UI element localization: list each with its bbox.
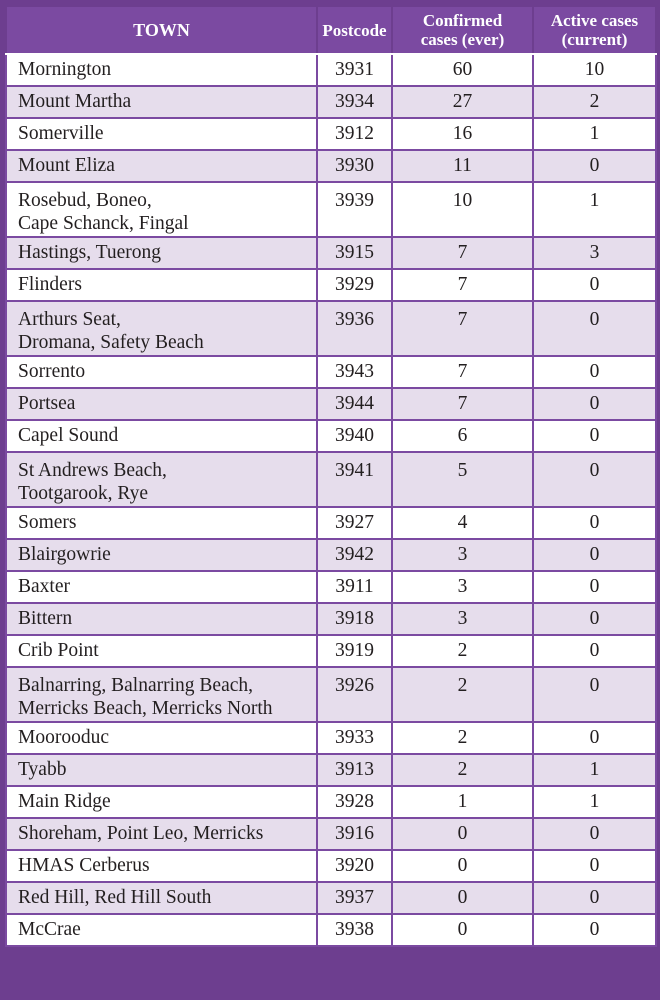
table-row [6,667,656,722]
town-cell [6,539,317,571]
town-cell [6,722,317,754]
town-name: Balnarring, Balnarring Beach, [18,675,253,696]
confirmed-cell: 60 [392,54,533,86]
town-name: Sorrento [18,361,86,382]
town-name: Bittern [18,608,73,629]
confirmed-cell: 3 [392,603,533,635]
postcode-cell: 3941 [317,452,392,507]
postcode-cell: 3912 [317,118,392,150]
table-row [6,150,656,182]
postcode-cell: 3926 [317,667,392,722]
confirmed-cell: 10 [392,182,533,237]
town-cell [6,914,317,946]
town-cell [6,118,317,150]
table-row [6,603,656,635]
confirmed-cell: 7 [392,356,533,388]
table-row [6,571,656,603]
town-name: Rosebud, Boneo, [18,190,152,211]
active-cell: 0 [533,507,656,539]
town-name: Arthurs Seat, [18,309,121,330]
confirmed-cell: 7 [392,301,533,356]
active-cell: 0 [533,850,656,882]
town-cell [6,237,317,269]
active-cell: 0 [533,571,656,603]
active-cell: 0 [533,150,656,182]
postcode-cell: 3918 [317,603,392,635]
table-row [6,420,656,452]
active-cell: 0 [533,539,656,571]
town-cell [6,388,317,420]
town-name: HMAS Cerberus [18,855,150,876]
town-name: Moorooduc [18,727,109,748]
town-cell [6,356,317,388]
postcode-cell: 3930 [317,150,392,182]
town-name-line2: Dromana, Safety Beach [18,332,204,353]
confirmed-cell: 3 [392,539,533,571]
town-name: Somerville [18,123,104,144]
confirmed-cell: 3 [392,571,533,603]
table-row [6,786,656,818]
town-name: Flinders [18,274,82,295]
active-cell: 0 [533,356,656,388]
confirmed-cell: 7 [392,269,533,301]
postcode-cell: 3919 [317,635,392,667]
confirmed-cell: 6 [392,420,533,452]
town-cell [6,786,317,818]
town-name-line2: Merricks Beach, Merricks North [18,698,273,719]
town-cell [6,269,317,301]
table-row [6,54,656,86]
cases-table [5,5,657,947]
table-row [6,452,656,507]
confirmed-cell: 0 [392,850,533,882]
postcode-cell: 3934 [317,86,392,118]
header-confirmed: Confirmed cases (ever) [392,6,533,54]
postcode-cell: 3936 [317,301,392,356]
confirmed-cell: 5 [392,452,533,507]
table-row [6,914,656,946]
town-cell [6,150,317,182]
town-name: Somers [18,512,77,533]
town-name: McCrae [18,919,81,940]
postcode-cell: 3915 [317,237,392,269]
table-row [6,356,656,388]
town-cell [6,635,317,667]
confirmed-cell: 1 [392,786,533,818]
postcode-cell: 3929 [317,269,392,301]
table-row [6,882,656,914]
confirmed-cell: 0 [392,818,533,850]
confirmed-cell: 7 [392,237,533,269]
confirmed-cell: 2 [392,667,533,722]
postcode-cell: 3933 [317,722,392,754]
table-row [6,539,656,571]
active-cell: 2 [533,86,656,118]
town-cell [6,182,317,237]
table-row [6,722,656,754]
table-row [6,182,656,237]
table-row [6,301,656,356]
confirmed-cell: 4 [392,507,533,539]
town-cell [6,667,317,722]
town-cell [6,818,317,850]
town-cell [6,54,317,86]
active-cell: 0 [533,818,656,850]
town-cell [6,754,317,786]
active-cell: 1 [533,786,656,818]
town-cell [6,452,317,507]
town-name: Portsea [18,393,76,414]
town-name: Baxter [18,576,70,597]
active-cell: 10 [533,54,656,86]
confirmed-cell: 2 [392,635,533,667]
postcode-cell: 3920 [317,850,392,882]
active-cell: 0 [533,882,656,914]
postcode-cell: 3928 [317,786,392,818]
town-name: Main Ridge [18,791,111,812]
active-cell: 1 [533,118,656,150]
confirmed-cell: 0 [392,882,533,914]
postcode-cell: 3940 [317,420,392,452]
active-cell: 0 [533,301,656,356]
active-cell: 3 [533,237,656,269]
postcode-cell: 3911 [317,571,392,603]
town-name: Blairgowrie [18,544,111,565]
town-cell [6,603,317,635]
table-row [6,118,656,150]
town-name: St Andrews Beach, [18,460,167,481]
table-row [6,850,656,882]
town-name-line2: Tootgarook, Rye [18,483,148,504]
table-row [6,754,656,786]
table-row [6,86,656,118]
table-row [6,388,656,420]
table-row [6,269,656,301]
header-active: Active cases (current) [533,6,656,54]
active-cell: 0 [533,269,656,301]
town-cell [6,420,317,452]
active-cell: 0 [533,667,656,722]
table-row [6,237,656,269]
header-postcode: Postcode [317,6,392,54]
town-cell [6,507,317,539]
town-name: Mount Eliza [18,155,115,176]
postcode-cell: 3942 [317,539,392,571]
town-cell [6,86,317,118]
town-name: Mount Martha [18,91,132,112]
active-cell: 1 [533,754,656,786]
header-town: TOWN [6,6,317,54]
town-name: Crib Point [18,640,99,661]
table-row [6,507,656,539]
confirmed-cell: 7 [392,388,533,420]
town-cell [6,850,317,882]
town-name: Tyabb [18,759,67,780]
town-name: Shoreham, Point Leo, Merricks [18,823,264,844]
active-cell: 0 [533,452,656,507]
active-cell: 0 [533,388,656,420]
confirmed-cell: 16 [392,118,533,150]
active-cell: 0 [533,722,656,754]
confirmed-cell: 2 [392,722,533,754]
confirmed-cell: 11 [392,150,533,182]
postcode-cell: 3931 [317,54,392,86]
postcode-cell: 3944 [317,388,392,420]
active-cell: 1 [533,182,656,237]
table-row [6,818,656,850]
postcode-cell: 3943 [317,356,392,388]
active-cell: 0 [533,635,656,667]
confirmed-cell: 2 [392,754,533,786]
confirmed-cell: 27 [392,86,533,118]
postcode-cell: 3916 [317,818,392,850]
town-name: Capel Sound [18,425,119,446]
postcode-cell: 3927 [317,507,392,539]
town-cell [6,571,317,603]
postcode-cell: 3937 [317,882,392,914]
town-name: Red Hill, Red Hill South [18,887,212,908]
town-cell [6,882,317,914]
header-row [6,6,656,54]
town-name: Mornington [18,59,112,80]
town-cell [6,301,317,356]
postcode-cell: 3939 [317,182,392,237]
town-name: Hastings, Tuerong [18,242,162,263]
table-row [6,635,656,667]
active-cell: 0 [533,603,656,635]
postcode-cell: 3913 [317,754,392,786]
town-name-line2: Cape Schanck, Fingal [18,213,189,234]
postcode-cell: 3938 [317,914,392,946]
active-cell: 0 [533,420,656,452]
active-cell: 0 [533,914,656,946]
confirmed-cell: 0 [392,914,533,946]
